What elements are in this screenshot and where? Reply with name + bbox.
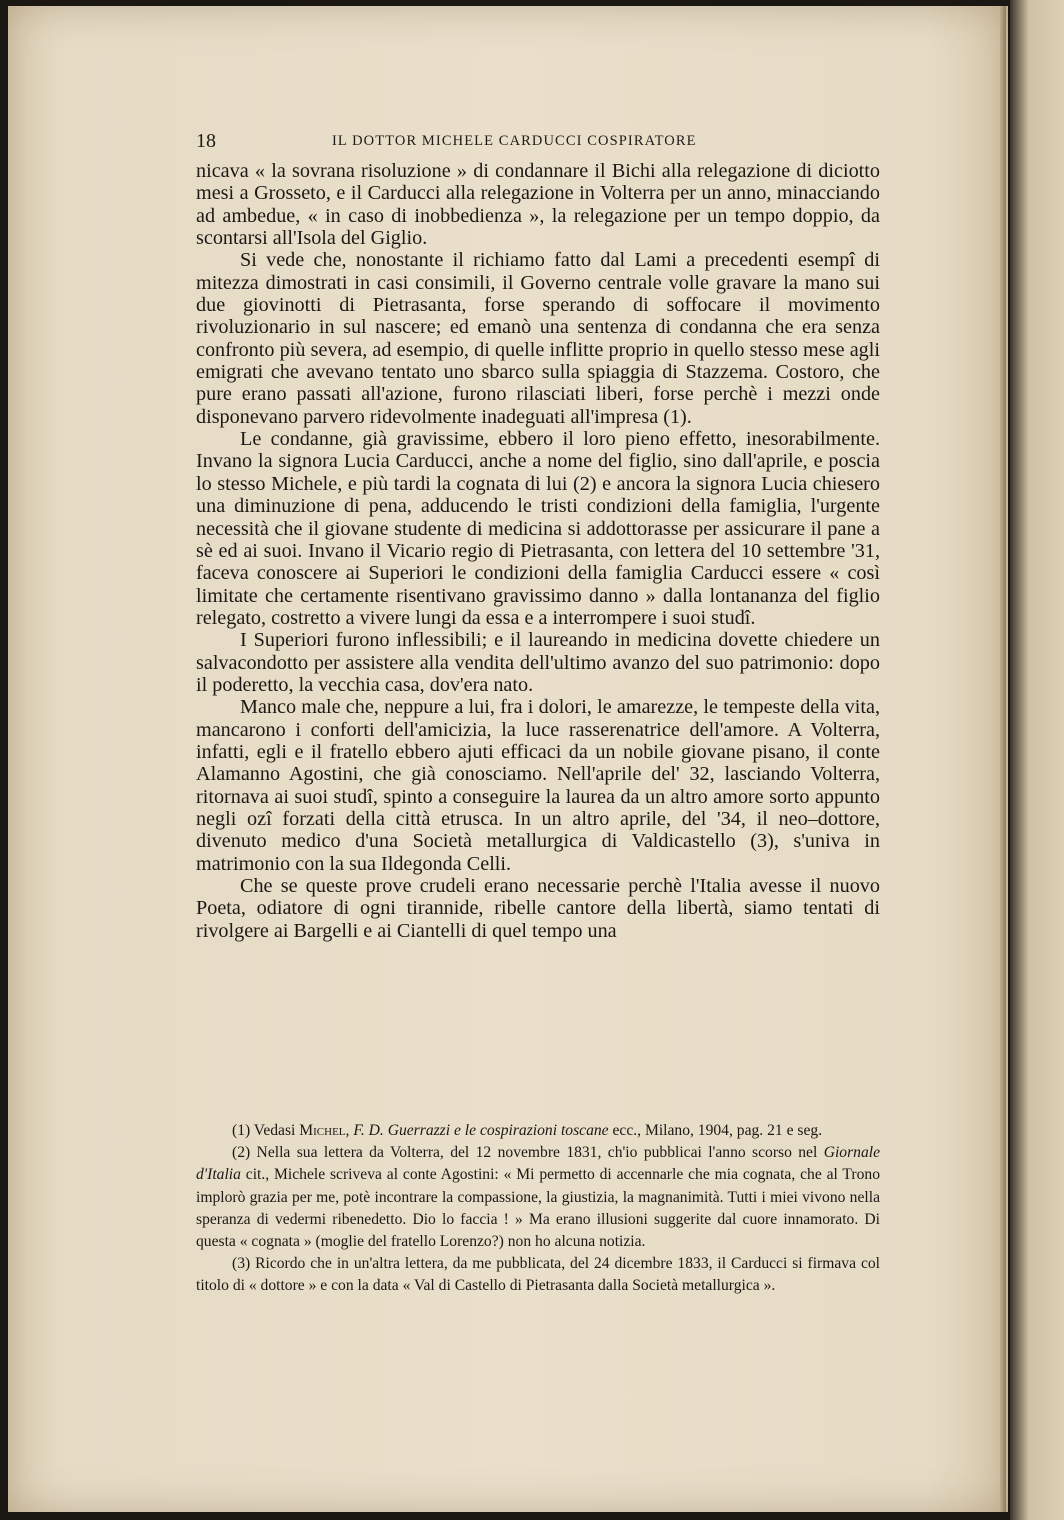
page-number: 18 [196, 130, 216, 152]
paragraph: Le condanne, già gravissime, ebbero il loro pieno effetto, inesorabilmente. Invano la signora Lucia Carducci, anche a nome del figlio, sino dall'aprile, e poscia lo stesso Michele, e più tardi la cognata di lui (2) e ancora la signora Lucia chiesero una diminuzione di pena, adducendo le tristi condizioni della famiglia, l'urgente necessità che il giovane studente di medicina si addottorasse per assicurare il pane a sè ed ai suoi. Invano il Vicario regio di Pietrasanta, con lettera del 10 settembre '31, faceva conoscere ai Superiori le condizioni della famiglia Carducci essere « così limitate che certamente risentivano gravissimo danno » dalla lontananza del figlio relegato, costretto a vivere lungi da essa e a interrompere i suoi studî. [196, 428, 880, 629]
main-text [196, 160, 880, 942]
page-gutter [1000, 6, 1006, 1512]
footnotes [196, 1120, 880, 1298]
cited-title: F. D. Guerrazzi e le cospirazioni toscane [353, 1122, 609, 1139]
footnote-2: (2) Nella sua lettera da Volterra, del 12 novembre 1831, ch'io pubblicai l'anno scorso nel Giornale d'Italia cit., Michele scriveva al conte Agostini: « Mi permetto di accennarle che mia cognata, che al Trono implorò grazia per me, potè incontrare la compassione, la giustizia, la magnanimità. Tutti i miei vivono nella speranza di vedermi ribenedetto. Dio lo faccia ! » Ma erano illusioni suggerite dal cuore innamorato. Di questa « cognata » (moglie del fratello Lorenzo?) non ho alcuna notizia. [196, 1144, 880, 1251]
paragraph: I Superiori furono inflessibili; e il laureando in medicina dovette chiedere un salvacondotto per assistere alla vendita dell'ultimo avanzo del suo patrimonio: dopo il poderetto, la vecchia casa, dov'era nato. [196, 629, 880, 696]
paragraph: nicava « la sovrana risoluzione » di condannare il Bichi alla relegazione di diciotto mesi a Grosseto, e il Carducci alla relegazione in Volterra per un anno, minacciando ad ambedue, « in caso di inobbedienza », la relegazione per un tempo doppio, da scontarsi all'Isola del Giglio. [196, 160, 880, 250]
footnote-1: (1) Vedasi Michel, F. D. Guerrazzi e le cospirazioni toscane ecc., Milano, 1904, pag. 21 e seg. [232, 1122, 823, 1139]
next-page-edge [1010, 0, 1064, 1520]
running-head: IL DOTTOR MICHELE CARDUCCI COSPIRATORE [332, 133, 697, 149]
paragraph: Manco male che, neppure a lui, fra i dolori, le amarezze, le tempeste della vita, mancarono i conforti dell'amicizia, la luce rasserenatrice dell'amore. A Volterra, infatti, egli e il fratello ebbero ajuti efficaci da un nobile giovane pisano, il conte Alamanno Agostini, che già conosciamo. Nell'aprile del' 32, lasciando Volterra, ritornava ai suoi studî, spinto a conseguire la laurea da un altro amore sorto appunto negli ozî forzati della città etrusca. In un altro aprile, del '34, il neo–dottore, divenuto medico d'una Società metallurgica di Valdicastello (3), s'univa in matrimonio con la sua Ildegonda Celli. [196, 696, 880, 875]
footnote-3: (3) Ricordo che in un'altra lettera, da me pubblicata, del 24 dicembre 1833, il Carducci si firmava col titolo di « dottore » e con la data « Val di Castello di Pietrasanta dalla Società metallurgica ». [196, 1255, 880, 1295]
paragraph: Si vede che, nonostante il richiamo fatto dal Lami a precedenti esempî di mitezza dimostrati in casi consimili, il Governo centrale volle gravare la mano sui due giovinotti di Pietrasanta, forse sperando di soffocare il movimento rivoluzionario in sul nascere; ed emanò una sentenza di condanna che era senza confronto più severa, ad esempio, di quelle inflitte proprio in quello stesso mese agli emigrati che avevano tentato uno sbarco sulla spiaggia di Stazzema. Costoro, che pure erano passati all'azione, furono rilasciati liberi, forse perchè i mezzi onde disponevano parvero ridevolmente inadeguati all'impresa (1). [196, 249, 880, 428]
author-name: Michel [299, 1122, 346, 1139]
journal-title: Giornale d'Italia [196, 1144, 880, 1184]
paragraph: Che se queste prove crudeli erano necessarie perchè l'Italia avesse il nuovo Poeta, odiatore di ogni tirannide, ribelle cantore della libertà, siamo tentati di rivolgere ai Bargelli e ai Ciantelli di quel tempo una [196, 875, 880, 942]
page-header [196, 130, 880, 154]
